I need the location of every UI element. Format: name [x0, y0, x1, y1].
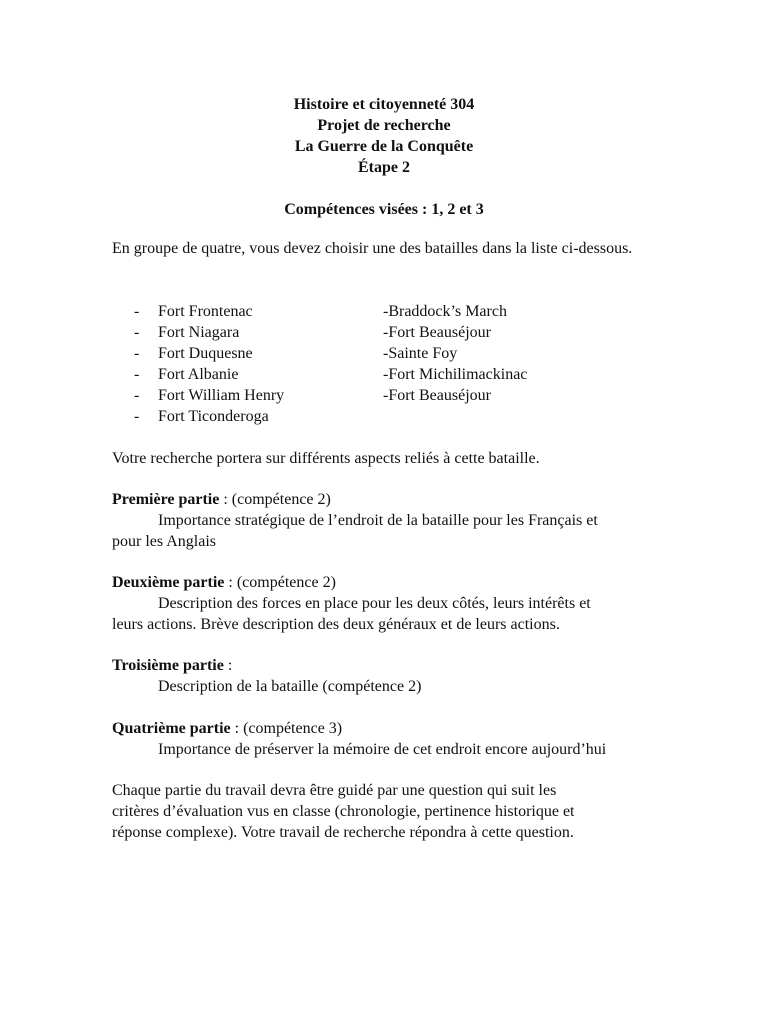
part-title: Première partie	[112, 491, 220, 508]
part-three-heading	[112, 655, 660, 676]
conclusion-paragraph	[112, 780, 660, 843]
part-body: Importance stratégique de l’endroit de la bataille pour les Français et	[158, 512, 598, 529]
part-title: Quatrième partie	[112, 720, 231, 737]
part-body: Description des forces en place pour les deux côtés, leurs intérêts et	[158, 595, 591, 612]
list-bullet: -	[134, 366, 140, 383]
competences-heading: Compétences visées : 1, 2 et 3	[284, 201, 484, 218]
battle-item: Fort Albanie	[158, 366, 239, 383]
battle-item: -Braddock’s March	[383, 303, 507, 320]
battle-item: -Fort Beauséjour	[383, 387, 491, 404]
conclusion-line: Chaque partie du travail devra être guidé par une question qui suit les	[112, 782, 557, 799]
battle-row	[112, 406, 672, 427]
conclusion-line: critères d’évaluation vus en classe (chronologie, pertinence historique et	[112, 803, 575, 820]
battle-item: -Fort Beauséjour	[383, 324, 491, 341]
part-one-section	[112, 489, 660, 552]
project-title: Projet de recherche	[317, 117, 451, 134]
part-body-continued: leurs actions. Brève description des deux généraux et de leurs actions.	[112, 616, 560, 633]
list-bullet: -	[134, 324, 140, 341]
part-body: Importance de préserver la mémoire de cet endroit encore aujourd’hui	[158, 741, 607, 758]
battle-list	[112, 301, 672, 427]
research-note: Votre recherche portera sur différents aspects reliés à cette bataille.	[112, 450, 540, 467]
battle-item: Fort Frontenac	[158, 303, 253, 320]
battle-item: -Fort Michilimackinac	[383, 366, 528, 383]
list-bullet: -	[134, 345, 140, 362]
part-three-section	[112, 655, 660, 697]
part-competence: : (compétence 2)	[219, 491, 331, 508]
topic-title: La Guerre de la Conquête	[294, 138, 474, 155]
document-header	[0, 94, 768, 178]
part-body-continued: pour les Anglais	[112, 533, 216, 550]
battle-row	[112, 343, 672, 364]
list-bullet: -	[134, 387, 140, 404]
battle-item: -Sainte Foy	[383, 345, 458, 362]
part-one-heading	[112, 489, 660, 510]
part-competence: :	[223, 657, 233, 674]
part-competence: : (compétence 2)	[224, 574, 336, 591]
part-body: Description de la bataille (compétence 2)	[158, 678, 422, 695]
intro-paragraph: En groupe de quatre, vous devez choisir une des batailles dans la liste ci-dessous.	[112, 240, 633, 257]
part-two-heading	[112, 572, 660, 593]
course-title: Histoire et citoyenneté 304	[293, 96, 475, 113]
battle-item: Fort Duquesne	[158, 345, 253, 362]
part-four-section	[112, 718, 660, 760]
battle-item: Fort Niagara	[158, 324, 240, 341]
battle-item: Fort Ticonderoga	[158, 408, 269, 425]
list-bullet: -	[134, 303, 140, 320]
battle-row	[112, 385, 672, 406]
battle-row	[112, 364, 672, 385]
part-four-heading	[112, 718, 660, 739]
part-competence: : (compétence 3)	[230, 720, 343, 737]
battle-row	[112, 301, 672, 322]
part-title: Deuxième partie	[112, 574, 225, 591]
battle-item: Fort William Henry	[158, 387, 285, 404]
part-two-section	[112, 572, 660, 635]
list-bullet: -	[134, 408, 140, 425]
part-title: Troisième partie	[112, 657, 224, 674]
conclusion-line: réponse complexe). Votre travail de recherche répondra à cette question.	[112, 824, 574, 841]
stage-title: Étape 2	[358, 159, 410, 176]
battle-row	[112, 322, 672, 343]
